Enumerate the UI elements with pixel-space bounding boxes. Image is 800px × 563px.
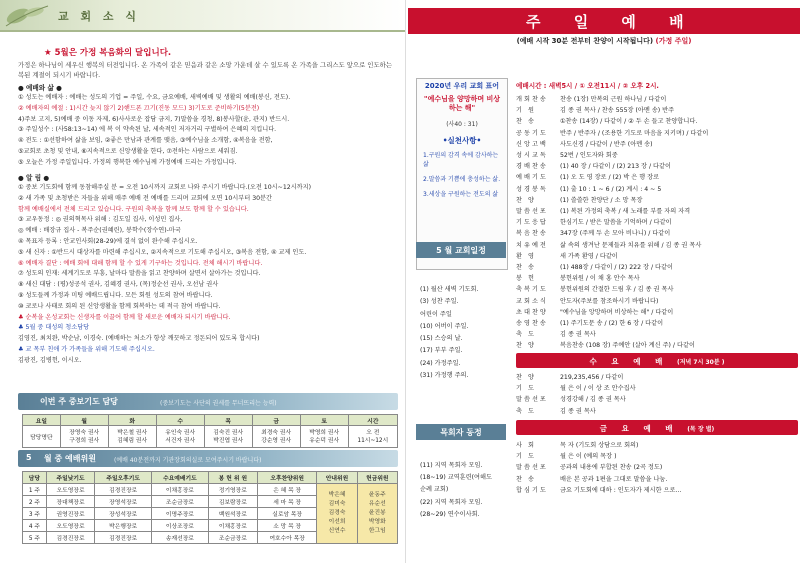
order-row — [516, 406, 798, 417]
order-value: (1) 488장 / 다같이 / (2) 222 장 / 다같이 — [560, 264, 673, 272]
news-title: 교 회 소 식 — [58, 10, 140, 23]
list-item: ④ 전도 : ①선함하여 삶을 보임, ②좋은 만남과 관계를 맺음, ③예수님을 소개함, ④복음을 전함, — [18, 137, 273, 145]
table-cell: 백원석장로 — [208, 508, 257, 520]
list-item: 3.세상을 구원하는 전도의 삶 — [423, 191, 499, 198]
table-header: 요일 — [23, 415, 61, 426]
order-value: 새 가족 환영 / 다같이 — [560, 252, 618, 260]
order-row — [516, 206, 798, 217]
table-header: 수요예배기도 — [152, 472, 209, 484]
list-item: (11) 지역 목회자 모임. — [420, 462, 483, 469]
right-page — [408, 0, 800, 563]
order-value: 한심기도 / 받은 말씀을 기억하며 / 다같이 — [560, 219, 672, 227]
order-value: 사도신경 / 다같이 / 반주 (아멘 송) — [560, 140, 653, 148]
table-header: 금 — [252, 415, 300, 426]
table-cell: 장영석장로 — [95, 496, 152, 508]
prayer-duty-table — [22, 414, 398, 448]
order-row — [516, 195, 798, 206]
list-item: ① 성도는 예배자 : 예배는 성도의 기업 = 주일, 수요, 금요예배, 새벽예배 및 생활의 예배(봉신, 전도). — [18, 94, 291, 101]
table-cell: 김경진장로 — [46, 532, 94, 544]
duty-committee-table — [22, 471, 398, 544]
wednesday-service-heading — [516, 356, 798, 367]
table-cell: 은 혜 목 장 — [257, 484, 316, 496]
motto-text: "예수님을 양망하며 비상하는 해" — [423, 95, 501, 112]
table-cell: 장성석장로 — [95, 508, 152, 520]
order-row — [516, 139, 798, 150]
list-item: (10) 어버이 주일. — [420, 322, 469, 330]
wednesday-service-time: (저녁 7시 30분 ) — [676, 359, 725, 366]
list-item: ② 예배자의 예절 : 1)시간 늦지 않기 2)핸드폰 끄기(진동 모드) 3)기도로 준비하기(5분전) — [18, 104, 260, 112]
order-row — [516, 440, 798, 451]
table-cell: 2 주 — [23, 496, 47, 508]
section-worship-heading: ● 예배와 삶 ● — [18, 84, 62, 92]
table-row — [23, 426, 398, 448]
table-header: 주일낮기도 — [46, 472, 94, 484]
order-row — [516, 94, 798, 105]
order-value: 찬송 (1장) 만복의 근원 하나님 / 다같이 — [560, 96, 667, 103]
table-cell: 권영진장로 — [46, 508, 94, 520]
friday-service-heading — [516, 423, 798, 434]
motto-verse: (사40 : 31) — [446, 121, 478, 128]
table-header: 목 — [204, 415, 252, 426]
table-cell: 장영숙 권사 구경희 권사 — [60, 426, 108, 448]
order-label: 초대찬양 — [516, 308, 548, 316]
table-cell: 김경진장로 — [95, 532, 152, 544]
order-value: (1) 주기도문 송 / (2) 한 6 장 / 다같이 — [560, 320, 664, 328]
order-row — [516, 383, 798, 394]
friday-service-banner — [516, 420, 798, 435]
guide-committee-cell: 박은혜 김미숙 김경숙 이선희 신연수 — [317, 484, 357, 544]
church-schedule-bar — [416, 242, 506, 258]
order-value: 복음찬송 (108 장) 주예안 (살아 계신 주) / 다같이 — [560, 342, 695, 350]
order-row — [516, 307, 798, 318]
list-item: ♣ 순복을 온성교회는 신생자를 이끌어 함께 할 새로운 예배자 되시기 바랍니다. — [18, 313, 231, 321]
practice-list — [423, 151, 503, 205]
pastor-news-bar — [416, 424, 506, 440]
order-label: 말씀선포 — [516, 464, 548, 472]
order-value: 삶 속의 생겨난 문제들과 치유를 위해 / 김 종 권 목사 — [560, 241, 702, 249]
duty-committee-sub: (예배 40분전까지 기관장회의실로 모여주시기 바랍니다) — [114, 457, 262, 464]
order-label: 찬 양 — [516, 196, 536, 204]
table-cell: 유인숙 권사 서건자 권사 — [156, 426, 204, 448]
table-cell: 박영희 권사 유순덕 권사 — [300, 426, 348, 448]
table-cell: 김경진장로 — [95, 484, 152, 496]
order-label: 기 원 — [516, 107, 536, 115]
order-label: 찬 송 — [516, 264, 536, 272]
order-label: 성시교독 — [516, 152, 548, 160]
table-header: 헌금위원 — [357, 472, 397, 484]
service-subtitle-text: (예배 시작 30분 전부터 찬양이 시작됩니다) — [516, 37, 654, 45]
worship-list — [18, 93, 402, 169]
wednesday-service-banner — [516, 353, 798, 368]
list-item: (22) 지역 목회자 모임. — [420, 498, 483, 506]
sunday-order-list — [516, 94, 798, 352]
table-cell: 조순금장로 — [208, 532, 257, 544]
order-label: 기도응답 — [516, 219, 548, 227]
table-cell: 4 주 — [23, 520, 47, 532]
order-row — [516, 116, 798, 127]
table-cell: 이상조장로 — [152, 520, 209, 532]
motto-year: 2020년 우리 교회 표어 — [424, 82, 500, 90]
order-label: 신앙고백 — [516, 140, 548, 148]
offering-committee-cell: 윤동주 유순선 윤진봉 박영화 한그임 — [357, 484, 397, 544]
order-value: 성경강해 / 김 종 권 목사 — [560, 396, 626, 404]
order-row — [516, 150, 798, 161]
church-schedule-list — [420, 284, 508, 382]
news-header — [0, 0, 405, 30]
order-label: 경배찬송 — [516, 163, 548, 171]
table-cell: 1 주 — [23, 484, 47, 496]
pastor-news-title: 목회자 동정 — [440, 428, 482, 437]
table-header-row — [23, 415, 398, 426]
month-headline: ★ 5월은 가정 복음화의 달입니다. — [44, 48, 172, 58]
list-item: ③ 교우동정 : ◎ 권의혁목사 위해 : 김도일 집사, 이성민 집사, — [18, 216, 183, 224]
order-value: 공과의 내용에 부합된 찬송 (2곡 정도) — [560, 464, 663, 472]
table-header-row — [23, 472, 398, 484]
table-header: 봉 헌 위 원 — [208, 472, 257, 484]
order-value: 안도자(주보를 참조하시기 바랍니다) — [560, 297, 659, 305]
list-item: ⑩ 코로나 사태로 회의 된 신앙생활을 함께 회복하는 데 적극 참여 바랍니다. — [18, 302, 221, 310]
order-value: 반주 / 반주자 / (조용한 기도로 마음을 지키며) / 다같이 — [560, 129, 709, 137]
table-cell: 박은철 권사 김혜림 권사 — [108, 426, 156, 448]
order-label: 축 도 — [516, 331, 536, 339]
table-header: 주일오후기도 — [95, 472, 152, 484]
church-schedule-title: 5 월 교회일정 — [436, 246, 486, 255]
list-item: ♣ 교 목부 친애 가 가족들을 위해 기도해 주십시오. — [18, 345, 155, 353]
table-header: 토 — [300, 415, 348, 426]
wednesday-service-title: 수 요 예 배 — [589, 357, 669, 366]
order-row — [516, 462, 798, 473]
table-cell: 김보람장로 — [208, 496, 257, 508]
table-header: 수 — [156, 415, 204, 426]
order-label: 기 도 — [516, 453, 536, 461]
duty-committee-bar — [18, 450, 398, 467]
order-value: 월 은 이 / 이 상 조 안수집사 — [560, 385, 636, 393]
order-value: 김 종 권 목사 — [560, 331, 596, 339]
order-row — [516, 240, 798, 251]
order-value: 봉헌위원 / 이 채 홍 안수 목사 — [560, 275, 640, 283]
order-value: 김 종 권 목사 / 찬송 555장 (아멘 송) 반주 — [560, 107, 675, 115]
table-cell: 3 주 — [23, 508, 47, 520]
order-label: 환 영 — [516, 252, 536, 260]
table-cell: 여호수아 목장 — [257, 532, 316, 544]
order-row — [516, 105, 798, 116]
order-row — [516, 228, 798, 239]
wednesday-order-list — [516, 372, 798, 417]
table-cell: 이명주장로 — [152, 508, 209, 520]
table-cell: 세 마 목 장 — [257, 496, 316, 508]
intro-text: 가정은 하나님이 세우신 행복의 터전입니다. 온 가족이 같은 믿음과 같은 소망 가운데 살 수 있도록 온 가족을 그리스도 앞으로 인도하는 복된 계절이 되시기 바랍니다. — [18, 61, 392, 79]
table-cell: 담당명단 — [23, 426, 61, 448]
duty-committee-title: 월 중 예배위원 — [44, 454, 96, 463]
order-label: 찬 송 — [516, 475, 536, 483]
order-label: 말씀선포 — [516, 396, 548, 404]
list-item: 김영진, 최치완, 박순남, 이경숙. (예배하는 처소가 항상 깨끗하고 정돈되어 있도록 합시다) — [18, 335, 260, 343]
order-row — [516, 172, 798, 183]
table-cell: 최경숙 권사 강순영 권사 — [252, 426, 300, 448]
order-row — [516, 251, 798, 262]
table-header: 담당 — [23, 472, 47, 484]
header-rule — [0, 30, 405, 32]
order-label: 찬 송 — [516, 118, 536, 126]
prayer-duty-bar — [18, 393, 398, 410]
order-row — [516, 262, 798, 273]
order-row — [516, 318, 798, 329]
pastor-news-list — [420, 460, 508, 521]
order-value: "예수님을 앙망하며 비상하는 해" / 다같이 — [560, 308, 674, 316]
order-value: 52번 / 인도자와 회중 — [560, 152, 618, 160]
list-item: 김광진, 김병헌, 이시오. — [18, 356, 82, 364]
section-notice-heading: ● 알 림 ● — [18, 174, 50, 182]
table-cell: 김숙진 권사 박진엽 권사 — [204, 426, 252, 448]
list-item: (24) 가정주일. — [420, 359, 461, 367]
order-value: (1) 오 도 영 장로 / (2) 박 은 행 장로 — [560, 174, 660, 182]
table-cell: 박은행장로 — [95, 520, 152, 532]
order-row — [516, 161, 798, 172]
list-item: ⑨ 성도들께 가정과 미팅 예배드립니다. 모든 회원 성도의 참여 바랍니다. — [18, 291, 213, 299]
list-item: (15) 스승의 날. — [420, 335, 463, 343]
list-item: ③ 주일성수 : (사58:13~14) 에 복 이 약속된 날, 세속적인 저자거리 구별하여 은혜의 지킵니다. — [18, 126, 277, 134]
table-cell: 오 전 11시~12시 — [348, 426, 397, 448]
order-label: 성경봉독 — [516, 185, 548, 193]
order-label: 교회소식 — [516, 297, 548, 305]
order-label: 사 회 — [516, 442, 536, 449]
table-cell: 5 주 — [23, 532, 47, 544]
list-item: ④ 목표자 등록 : 안교인사회(28-29)에 결석 없이 완수해 주십시오. — [18, 237, 198, 245]
order-row — [516, 340, 798, 351]
order-value: 목 자 (기도회 상담으로 회의) — [560, 442, 639, 449]
table-cell: 오도영장로 — [46, 520, 94, 532]
practice-heading: •실천사항• — [442, 136, 482, 145]
order-value: (1) 복된 가정의 축복 / 새 노래를 부를 자의 자격 — [560, 208, 691, 216]
order-value: 봉헌위원의 간절한 드림 후 / 김 종 권 목사 — [560, 286, 674, 294]
friday-service-note: (목 장 별) — [687, 426, 715, 433]
table-cell: 장대책장로 — [46, 496, 94, 508]
friday-service-title: 금 요 예 배 — [599, 424, 679, 433]
list-item: ⑧ 새신 대담 : (평)성공석 권사, 김혜경 권사, (목)정순선 권사, 오선남 권사 — [18, 281, 219, 289]
list-item: 어린이 주일 — [420, 310, 452, 318]
order-row — [516, 284, 798, 295]
family-sunday-label: (가정 주일) — [655, 37, 692, 45]
table-cell: 송재선장로 — [152, 532, 209, 544]
order-value: 월 은 이 (예의 목장 ) — [560, 453, 617, 461]
table-header: 월 — [60, 415, 108, 426]
list-item: ⑤교회로 초청 및 안내, ⑥지속적으로 신앙생활을 한다, ⑦전하는 사람으로 세워짐. — [18, 147, 238, 155]
list-item: 함께 예배실에서 전체 드리고 있습니다. 구원의 축복을 함께 보도 함께 할 수 있습니다. — [18, 205, 249, 213]
leaf-illustration-icon — [4, 2, 54, 28]
table-cell: 실로암 목장 — [257, 508, 316, 520]
list-item: (18~19) 교역훈련(여해도 — [420, 474, 492, 482]
order-label: 개회찬송 — [516, 96, 548, 103]
order-label: 찬 양 — [516, 374, 536, 381]
order-value: 배운 본 공과 1편을 그대로 말씀을 나눔. — [560, 475, 668, 483]
list-item: (1) 월산 새벽 기도회. — [420, 286, 479, 293]
order-label: 기 도 — [516, 385, 536, 393]
list-item: ① 중보 기도회에 함께 동참해주실 분 = 오전 10시까지 교회로 나와 주시기 바랍니다.(오전 10시~12시까지) — [18, 184, 312, 191]
order-row — [516, 485, 798, 496]
order-value: 219,235,456 / 다같이 — [560, 374, 624, 381]
list-item: (28~29) 연수이사회. — [420, 510, 480, 518]
table-cell: 소 망 목 장 — [257, 520, 316, 532]
order-value: 347장 (주께 두 손 모아 비나니) / 다같이 — [560, 230, 671, 238]
list-item: 2.말씀과 기쁨에 충성하는 삶. — [423, 176, 501, 183]
list-item: ② 새 가족 및 초청받은 자들을 위해 매주 예배 전 예배를 드리며 교회에 오면 10시부터 30분간 — [18, 194, 273, 202]
table-header: 오후찬양위원 — [257, 472, 316, 484]
order-value: (1) 쓸쓸한 찬양단 / 소 망 목장 — [560, 196, 643, 204]
list-item: ⑦ 성도의 인재: 세계기도로 부흥, 날마다 말씀을 읽고 찬양하며 살면서 살아가는 것입니다. — [18, 270, 261, 278]
order-label: 공동기도 — [516, 129, 548, 137]
list-item: ⑤ 새 신자 : ①반드시 대상자를 마련해 주십시오, ②지속적으로 기도해 주십시오, ③복음 전함, ④ 교제 인도. — [18, 248, 307, 256]
table-header: 화 — [108, 415, 156, 426]
order-value: 금요 기도회에 대하 : 인도자가 제시한 으로... — [560, 486, 682, 494]
service-subtitle — [448, 36, 760, 49]
order-row — [516, 372, 798, 383]
table-row — [23, 484, 398, 496]
table-header: 안내위원 — [317, 472, 357, 484]
duty-month-number: 5 — [26, 453, 32, 462]
order-value: (1) 출 10 : 1 ~ 6 / (2) 계시 : 4 ~ 5 — [560, 185, 662, 193]
table-cell: 정기영장로 — [208, 484, 257, 496]
order-row — [516, 273, 798, 284]
order-label: 송영찬송 — [516, 320, 548, 328]
order-value: ①찬송 (14장) / 다같이 / ② 두 손 들고 찬양합니다. — [560, 118, 698, 126]
order-row — [516, 128, 798, 139]
order-label: 찬 양 — [516, 342, 536, 350]
table-cell: 이채홍장로 — [152, 484, 209, 496]
notice-list — [18, 183, 402, 367]
list-item: 순례 교회) — [420, 486, 449, 494]
list-item: ◎ 예배 : 배장규 집사 - 복주순(권혜린), 봉학수(장수연)-마국 — [18, 227, 181, 235]
prayer-duty-title: 이번 주 중보기도 담당 — [40, 397, 118, 406]
list-item: ♣ 5월 중 대성의 청소담당 — [18, 324, 90, 332]
order-label: 예배기도 — [516, 174, 548, 182]
order-row — [516, 394, 798, 405]
prayer-duty-sub: (중보기도는 사단의 권세를 무너뜨리는 능력) — [160, 400, 277, 407]
order-label: 축 도 — [516, 407, 536, 415]
friday-order-list — [516, 440, 798, 496]
list-item: (17) 부부 주일. — [420, 347, 463, 355]
order-value: (1) 40 장 / 다같이 / (2) 213 장 / 다같이 — [560, 163, 671, 171]
order-row — [516, 329, 798, 340]
order-label: 치유예전 — [516, 241, 548, 249]
list-item: (3) 성찬 주일. — [420, 298, 459, 306]
order-label: 복음찬송 — [516, 230, 548, 238]
table-cell: 오도영장로 — [46, 484, 94, 496]
list-item: (31) 가정행 주의. — [420, 372, 469, 380]
table-header: 시간 — [348, 415, 397, 426]
sunday-service-title: 주 일 예 배 — [526, 13, 698, 31]
list-item: ⑤ 오늘은 가정 주일입니다. 가정의 행복한 예수님께 가정예배 드리는 가정입니다. — [18, 158, 237, 166]
table-cell: 조순금장로 — [152, 496, 209, 508]
order-row — [516, 474, 798, 485]
order-label: 합심기도 — [516, 486, 548, 494]
list-item: 1.구원의 감격 속에 감사하는 삶 — [423, 152, 499, 168]
order-row — [516, 296, 798, 307]
order-label: 축복기도 — [516, 286, 548, 294]
order-row — [516, 451, 798, 462]
sunday-service-banner — [408, 8, 800, 34]
order-row — [516, 217, 798, 228]
table-cell: 이채홍장로 — [208, 520, 257, 532]
list-item: 4)주보 고지, 5)예배 중 이동 자제, 6)사사로운 잡담 금지, 7)말씀을 경청, 8)봉사할(윤, 관지) 반드시. — [18, 115, 290, 123]
list-item: ⑥ 예배자 결단 : 예배 회에 대해 함께 할 수 있게 기구하는 것입니다. 전체 해시기 바랍니다. — [18, 259, 263, 267]
order-label: 봉 헌 — [516, 275, 536, 283]
order-value: 김 종 권 목사 — [560, 407, 596, 415]
service-times: 예배시간 : 새벽5시 / ① 오전11시 / ② 오후 2시. — [516, 82, 659, 90]
order-label: 말씀선포 — [516, 208, 548, 216]
order-row — [516, 184, 798, 195]
